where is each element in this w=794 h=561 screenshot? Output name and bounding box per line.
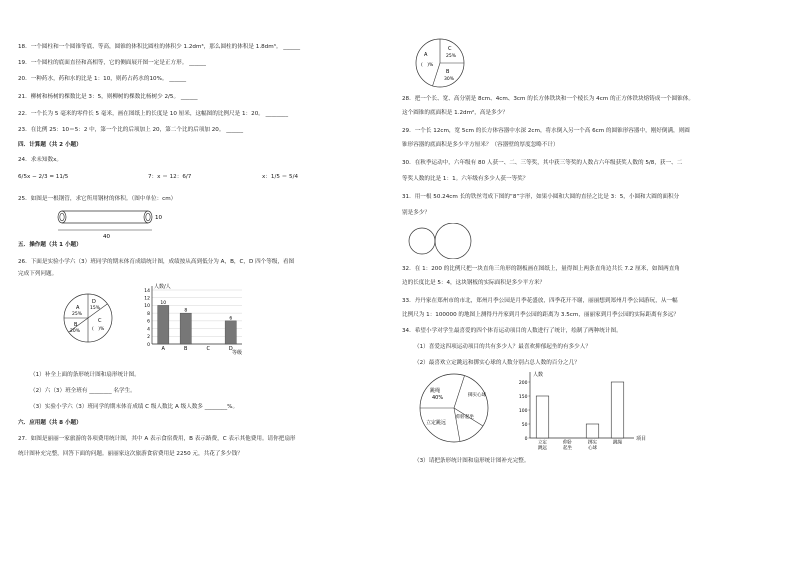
bar2-bar bbox=[536, 396, 549, 438]
section-6-heading: 六．应用题（共 8 小题） bbox=[18, 420, 82, 426]
equation-1: 6/5x − 2/3 = 11/5 bbox=[18, 174, 69, 180]
question-26-line1: 26．下面是实验小学六（3）班同学的期末体育成绩统计图，成绩按从高到低分为 A，B，C，D 四个等级，看图 bbox=[18, 259, 295, 265]
question-31-line2: 别是多少？ bbox=[402, 210, 430, 216]
figure-eight-circles bbox=[406, 223, 476, 259]
equation-3: x：1/5 ＝ 5/4 bbox=[262, 174, 299, 180]
pie1-label-D: D bbox=[92, 299, 96, 305]
question-19: 19．一个圆柱的底面直径和高相等，它的侧面展开图一定是正方形。 ______ bbox=[18, 60, 206, 66]
question-20: 20．一种药水，药和水的比是 1：10，则药占药水的10%。 ______ bbox=[18, 76, 187, 82]
question-21: 21．柳树和杨树的棵数比是 3：5，则柳树的棵数比杨树少 2/5。 ______ bbox=[18, 94, 198, 100]
small-circle bbox=[409, 228, 435, 254]
question-34-3: （3）请把条形统计图和扇形统计图补充完整。 bbox=[414, 458, 530, 464]
question-23: 23．在比例 25：10＝5：2 中，第一个比的后项加上 20，第二个比的后项加 20。 ______ bbox=[18, 127, 244, 133]
question-32-line2: 边的长度比是 5：4，这块钢板的实际面积是多少平方米？ bbox=[402, 280, 546, 286]
bar2-category-label: 心球 bbox=[588, 446, 597, 451]
equation-2: 7：x ＝ 12：6/7 bbox=[148, 174, 192, 180]
pie3-label-sit-up: 仰卧起坐 bbox=[456, 415, 474, 420]
bar2-bar bbox=[611, 382, 624, 438]
bar1-ytick-label: 8 bbox=[147, 311, 150, 317]
bar1-ytick-label: 0 bbox=[147, 342, 150, 348]
question-24: 24．求未知数x。 bbox=[18, 157, 62, 163]
large-circle bbox=[435, 223, 471, 259]
bar2-xlabel: 项目 bbox=[636, 436, 646, 442]
bar2-category-label: 起坐 bbox=[563, 446, 572, 451]
question-27-line2: 统计图补充完整，回答下面的问题。丽丽家这次旅游食宿费用是 2250 元，共花了多少钱？ bbox=[18, 451, 243, 457]
bar1-xlabel: 等级 bbox=[232, 350, 243, 356]
bar2-category-label: 仰卧 bbox=[563, 440, 572, 446]
bar2-category-label: 跳绳 bbox=[613, 440, 622, 446]
pie1-value-B: 20% bbox=[70, 329, 81, 334]
steel-pipe-figure bbox=[55, 207, 165, 239]
question-33-line2: 比例尺为 1：100000 的地图上测得丹丹家到月季公园的距离为 3.5cm，丽丽家到月季公园的实际距离有多远？ bbox=[402, 312, 680, 318]
pie1-value-C: ( )% bbox=[92, 327, 105, 332]
question-34-1: （1）喜爱这四项运动项目的共有多少人？最喜欢抑郁起坐的有多少人？ bbox=[414, 344, 591, 350]
bar1-ytick-label: 6 bbox=[147, 319, 150, 325]
question-26-3: （3）实验小学六（3）班同学的期末体育成绩 C 级人数比 A 级人数多 ________%。 bbox=[30, 404, 239, 410]
bar1-value-label: 10 bbox=[160, 300, 167, 306]
question-31-line1: 31．用一根 50.24cm 长的铁丝弯成下图的“8”字形，如果小圆和大圆的直径之比是 3：5，小圆和大圆的面积分 bbox=[402, 194, 680, 200]
bar1-value-label: 6 bbox=[229, 316, 233, 322]
bar2-category-label: 立定 bbox=[538, 440, 547, 446]
pie1-label-C: C bbox=[98, 318, 102, 324]
question-25: 25．如图是一根钢管，求它所用钢材的体积。（图中单位：cm） bbox=[18, 196, 177, 202]
question-30-line1: 30．在秋季运动中，六年级有 80 人获一、二、三等奖，其中获三等奖的人数占六年级获奖人数的 5/8，获一、二 bbox=[402, 160, 683, 166]
pie2-label-C: C bbox=[448, 46, 452, 52]
bar1-bar-B bbox=[180, 313, 191, 344]
bar2-category-label: 掷实 bbox=[588, 440, 597, 446]
bar1-ytick-label: 2 bbox=[147, 335, 150, 341]
question-28-line2: 这个圆锥的底面积是 1.2dm²，高是多少？ bbox=[402, 110, 508, 116]
section-5-heading: 五．操作题（共 1 小题） bbox=[18, 242, 82, 248]
bar1-ytick-label: 12 bbox=[144, 296, 150, 302]
pie1-value-D: 15% bbox=[90, 306, 101, 311]
pie3-value-jump-rope: 40% bbox=[432, 395, 444, 401]
bar2-ytick-label: 50 bbox=[521, 422, 528, 428]
travel-cost-pie-chart bbox=[408, 36, 472, 90]
bar1-ytick-label: 4 bbox=[147, 327, 150, 333]
pie2-label-B: B bbox=[446, 69, 450, 75]
bar1-bar-A bbox=[158, 305, 169, 344]
pie1-label-A: A bbox=[76, 305, 80, 311]
bar1-ytick-label: 10 bbox=[144, 304, 150, 310]
sports-bar-chart bbox=[506, 368, 646, 454]
bar2-ytick-label: 200 bbox=[518, 380, 528, 386]
question-22: 22．一个长为 5 毫米的零件长 5 毫米，画在图纸上的长度是 10 厘米，这幅图的比例尺是 1：20。 ________ bbox=[18, 111, 289, 117]
question-29-line2: 锥形容器的底面积是多少平方厘米？（容器壁的厚度忽略不计） bbox=[402, 142, 559, 148]
bar1-ytick-label: 14 bbox=[144, 288, 150, 294]
bar1-ylabel: 人数/人 bbox=[154, 284, 171, 290]
question-26-line2: 完成下列问题。 bbox=[18, 271, 58, 277]
question-30-line2: 等奖人数的比是 1：1。六年级有多少人获一等奖？ bbox=[402, 176, 529, 182]
question-18: 18．一个圆柱和一个圆锥等底、等高，圆锥的体积比圆柱的体积少 1.2dm³，那么圆柱的体积是 1.8dm³。 ______ bbox=[18, 44, 301, 50]
pipe-length-label: 40 bbox=[103, 234, 110, 239]
bar2-ytick-label: 150 bbox=[518, 394, 528, 400]
pipe-left-inner bbox=[60, 213, 64, 221]
question-27-line1: 27．如图是丽丽一家旅游的各项费用统计图，其中 A 表示食宿费用，B 表示路费，C 表示其他费用。请你把扇形 bbox=[18, 436, 296, 442]
bar2-ytick-label: 100 bbox=[518, 408, 528, 414]
bar1-category-label: C bbox=[206, 346, 210, 352]
bar1-category-label: A bbox=[161, 346, 165, 352]
grade-bar-chart bbox=[130, 282, 250, 362]
pie1-label-B: B bbox=[74, 322, 78, 328]
pipe-right-inner bbox=[146, 213, 150, 221]
bar1-marks bbox=[144, 288, 236, 352]
sports-pie-chart bbox=[408, 368, 500, 446]
question-33-line1: 33．丹丹家在郑州市的市北，郑州月季公园是月季花盛放，四季花开不谢，丽丽想到郑州月季公园游玩，从一幅 bbox=[402, 298, 678, 304]
bar2-ytick-label: 0 bbox=[524, 436, 528, 442]
pie2-value-B: 30% bbox=[444, 77, 455, 82]
section-4-heading: 四．计算题（共 2 小题） bbox=[18, 142, 82, 148]
question-26-2: （2）六（3）班全班有 ________ 名学生。 bbox=[30, 388, 136, 394]
pipe-diameter-label: 10 bbox=[155, 215, 162, 221]
bar1-bar-D bbox=[225, 321, 236, 344]
pipe-left-end bbox=[58, 211, 66, 223]
pie2-label-A: A bbox=[424, 52, 428, 58]
question-34-2: （2）最喜欢立定跳远和掷实心球的人数分别占总人数的百分之几？ bbox=[414, 360, 580, 366]
bar1-value-label: 8 bbox=[184, 308, 188, 314]
pie2-value-C: 25% bbox=[446, 54, 457, 59]
pipe-right-end bbox=[144, 211, 152, 223]
bar2-marks bbox=[519, 380, 624, 451]
bar2-ylabel: 人数 bbox=[533, 372, 544, 378]
pie3-label-shot-put: 掷实心球 bbox=[468, 393, 486, 398]
bar1-category-label: D bbox=[228, 346, 233, 352]
question-29-line1: 29．一个长 12cm，宽 5cm 的长方体容器中水深 2cm，将水倒入另一个高 6cm 的圆锥形容器中，刚好倒满，则圆 bbox=[402, 128, 690, 134]
bar2-bar bbox=[586, 424, 599, 438]
question-34: 34．希望小学对学生最喜爱的四个体育运动项目的人数进行了统计，绘制了两种统计图。 bbox=[402, 328, 622, 334]
grade-pie-chart bbox=[56, 290, 120, 346]
question-28-line1: 28．把一个长、宽、高分别是 8cm、4cm、3cm 的长方体铁块和一个棱长为 4cm 的正方体铁块熔铸成一个圆锥体。 bbox=[402, 96, 694, 102]
bar2-category-label: 跳远 bbox=[538, 446, 547, 451]
question-32-line1: 32．在 1：200 的比例尺把一块直角三角形的钢板画在图纸上，量得图上两条直角边共长 7.2 厘米，如图两直角 bbox=[402, 266, 680, 272]
bar1-category-label: B bbox=[184, 346, 188, 352]
pie2-value-A: ( )% bbox=[421, 63, 434, 68]
pie1-value-A: 25% bbox=[72, 312, 83, 317]
pie3-label-standing-jump: 立定跳远 bbox=[426, 420, 447, 426]
question-26-1: （1）补全上面的条形统计图和扇形统计图。 bbox=[30, 372, 140, 378]
pie3-label-jump-rope: 跳绳 bbox=[430, 388, 441, 394]
